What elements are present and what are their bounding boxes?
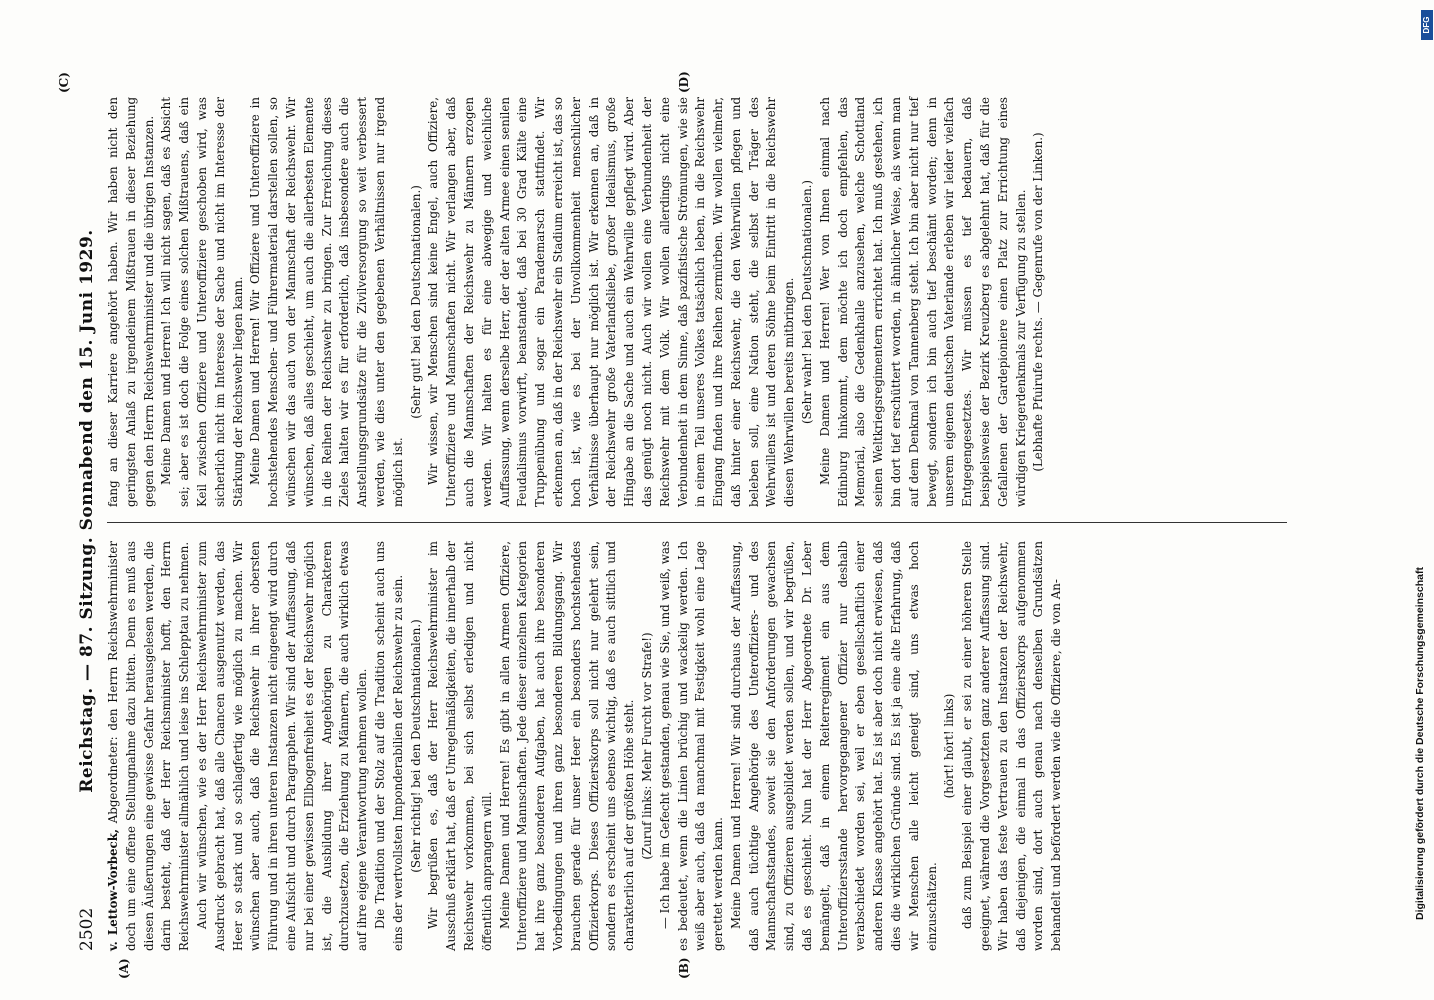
speaker-name: v. Lettow-Vorbeck, bbox=[106, 828, 120, 951]
margin-mark-a: (A) bbox=[117, 958, 131, 979]
paragraph-text: Meine Damen und Herren! Es gibt in allen Armeen Offiziere, Unteroffiziere und Mannschaften. Jede dieser einzelnen Kategorien hat ihre ganz besonderen Aufgaben, hat auch ihre besonderen Vorbedingungen und ihren ganz besonderen Bildungsgang. Wir brauchen gerade für unser Heer ein besonders hochstehendes Offizierkorps. Dieses Offizierskorps soll nicht nur gelehrt sein, sondern es erscheint uns ebenso wichtig, daß es auch sittlich und charakterlich auf der größten Höhe steht. bbox=[497, 541, 637, 951]
interjection: (Sehr richtig! bei den Deutschnationalen.) bbox=[408, 619, 423, 873]
paragraph-text: — Ich habe im Gefecht gestanden, genau wie Sie, und weiß, was es bedeutet, wenn die Linien brüchig und wackelig werden. Ich weiß aber auch, daß da manchmal mit Festigkeit wohl eine Lage gerettet werden kann. bbox=[657, 541, 726, 951]
paragraph bbox=[959, 541, 1066, 951]
column-divider bbox=[107, 522, 1287, 523]
paragraph-text: daß zum Beispiel einer glaubt, er sei zu einer höheren Stelle geeignet, während die Vorgesetzten ganz anderer Auffassung sind. Wir haben das feste Vertrauen zu den Instanzen der Reichswehr, daß diejenigen, die einmal in das Offizierskorps aufgenommen worden sind, dort auch genau nach denselben Grundsätzen behandelt und befördert werden wie die Offiziere, die von An- bbox=[960, 541, 1064, 951]
paragraph-text: Wir begrüßen es, daß der Herr Reichswehrminister im Ausschuß erklärt hat, daß er Unregelmäßigkeiten, die innerhalb der Reichswehr vorkommen, bei sich selbst erledigen und nicht öffentlich anprangern will. bbox=[426, 541, 494, 951]
interjection: (Sehr wahr! bei den Deutschnationalen.) bbox=[800, 179, 815, 425]
paragraph-text: Meine Damen und Herren! Wir sind durchaus der Auffassung, daß auch tüchtige Angehörige des Unteroffiziers- und des Mannschaftsstandes, soweit sie den Anforderungen gewachsen sind, zu Offizieren ausgebildet werden sollen, und wir begrüßen, daß es geschieht. Nun hat der Herr Abgeordnete Dr. Leber bemängelt, daß in einem Reiterregiment ein aus dem Unteroffiziersstande hervorgegangener Offizier nur deshalb verabschiedet worden sei, weil er eben gesellschaftlich einer anderen Klasse angehört hat. Es ist aber doch nicht erwiesen, daß dies die wirklichen Gründe sind. Es ist ja eine alte Erfahrung, daß wir Menschen alle leicht geneigt sind, uns etwas hoch einzuschätzen. bbox=[728, 541, 939, 951]
right-column bbox=[105, 97, 1048, 507]
paragraph-text: Meine Damen und Herren! Wer von Ihnen einmal nach Edinburg hinkommt, dem möchte ich doch empfehlen, das Memorial, also die Gedenkhalle anzusehen, welche Schottland seinen Weltkriegsregimentern errichtet hat. Ich muß gestehen, ich bin dort tief erschüttert worden, in ähnlicher Weise, als wenn man auf dem Denkmal von Tannenberg steht. Ich bin aber nicht nur tief bewegt, sondern ich bin auch tief beschämt worden; denn in unserem eigenen deutschen Vaterlande erleben wir leider vielfach Entgegengesetztes. Wir müssen es tief bedauern, daß beispielsweise der Bezirk Kreuzberg es abgelehnt hat, daß für die Gefallenen der Gardepioniere einen Platz zur Errichtung eines würdigen Kriegerdenkmals zur Verfügung zu stellen. bbox=[817, 97, 1028, 507]
margin-mark-b: (B) bbox=[677, 957, 691, 979]
paragraph bbox=[497, 541, 639, 951]
paragraph bbox=[728, 541, 942, 951]
paragraph bbox=[657, 541, 728, 951]
speaker-role: Abgeordneter: bbox=[106, 736, 120, 824]
paragraph bbox=[247, 97, 407, 507]
dfg-logo bbox=[1421, 10, 1433, 40]
paragraph bbox=[158, 97, 247, 507]
paragraph bbox=[372, 541, 408, 951]
paragraph bbox=[105, 97, 158, 507]
interjection: (Sehr gut! bei den Deutschnationalen.) bbox=[408, 185, 423, 419]
left-column bbox=[105, 541, 1066, 951]
interjection: (Zuruf links: Mehr Furcht vor Strafe!) bbox=[639, 632, 654, 860]
margin-mark-c: (C) bbox=[57, 72, 71, 93]
margin-mark-d: (D) bbox=[677, 71, 691, 93]
paragraph-text: den Herrn Reichswehrminister doch um eine offene Stellungnahme dazu bitten. Denn es muß aus diesen Äußerungen eine gewisse Gefahr herausgelesen werden, die darin besteht, daß der Herr Reichsminister hofft, den Herrn Reichswehrminister allmählich und leise ins Schlepptau zu nehmen. bbox=[106, 540, 192, 951]
page-number: 2502 bbox=[77, 907, 97, 951]
paragraph-text: Die Tradition und der Stolz auf die Tradition scheint auch uns eins der wertvollsten Imponderabilien der Reichswehr zu sein. bbox=[372, 541, 405, 951]
paragraph bbox=[105, 541, 194, 951]
paragraph bbox=[817, 97, 1031, 507]
funding-caption-text: Digitalisierung gefördert durch die Deutsche Forschungsgemeinschaft bbox=[1414, 567, 1426, 920]
paragraph-text: Meine Damen und Herren! Ich will nicht sagen, daß es Absicht sei; aber es ist doch die Folge eines solchen Mißtrauens, daß ein Keil zwischen Offiziere und Unteroffiziere geschoben wird, was sicherlich nicht im Interesse der Sache und nicht im Interesse der Stärkung der Reichswehr liegen kann. bbox=[159, 97, 245, 507]
interjection: (hört! hört! links) bbox=[942, 693, 957, 799]
paragraph bbox=[425, 541, 496, 951]
paragraph-text: Wir wissen, wir Menschen sind keine Engel, auch Offiziere, Unteroffiziere und Mannschaften nicht. Wir verlangen aber, daß auch die Mannschaften der Reichswehr zu Männern erzogen werden. Wir halten es für eine abwegige und weichliche Auffassung, wenn derselbe Herr, der der alten Armee einen senilen Feudalismus vorwirft, beanstandet, daß bei 30 Grad Kälte eine Truppenübung und sogar ein Parademarsch stattfindet. Wir erkennen an, daß in der Reichswehr ein Stadium erreicht ist, das so hoch ist, wie es bei der Unvollkommenheit menschlicher Verhältnisse überhaupt nur möglich ist. Wir erkennen an, daß in der Reichswehr große Vaterlandsliebe, großer Idealismus, große Hingabe an die Sache und auch ein Wehrwille gepflegt wird. Aber das genügt noch nicht. Auch wir wollen eine Verbundenheit der Reichswehr mit dem Volk. Wir wollen allerdings nicht eine Verbundenheit in dem Sinne, daß pazifistische Strömungen, wie sie in einem Teil unseres Volkes tatsächlich leben, in die Reichswehr Eingang finden und ihre Reihen zermürben. Wir wollen vielmehr, daß hinter einer Reichswehr, die den Wehrwillen pflegen und beleben soll, eine Nation steht, die selbst der Träger des Wehrwillens ist und deren Söhne beim Eintritt in die Reichswehr diesen Wehrwillen bereits mitbringen. bbox=[426, 97, 797, 507]
paragraph-text: fang an dieser Karriere angehört haben. Wir haben nicht den geringsten Anlaß zu irgendeinem Mißtrauen in dieser Beziehung gegen den Herrn Reichswehrminister und die übrigen Instanzen. bbox=[106, 97, 156, 507]
paragraph bbox=[425, 97, 799, 507]
dfg-logo-text: DFG bbox=[1422, 16, 1431, 34]
page-title: Reichstag. — 87. Sitzung. Sonnabend den 15. Juni 1929. bbox=[77, 229, 97, 793]
page-header bbox=[77, 71, 101, 951]
rotated-document-page bbox=[57, 71, 1292, 979]
paragraph bbox=[194, 541, 372, 951]
interjection: (Lebhafte Pfuirufe rechts. — Gegenrufe von der Linken.) bbox=[1031, 132, 1046, 472]
paragraph-text: Auch wir wünschen, wie es der Herr Reichswehrminister zum Ausdruck gebracht hat, daß alle Chancen ausgenutzt werden, das Heer so stark und so schlagfertig wie möglich zu machen. Wir wünschen aber auch, daß die Reichswehr in ihrer obersten Führung und in ihren unteren Instanzen nicht eingeengt wird durch eine Aufsicht und durch Paragraphen. Wir sind der Auffassung, daß nur bei einer gewissen Ellbogenfreiheit es der Reichswehr möglich ist, die Ausbildung ihrer Angehörigen zu Charakteren durchzusetzen, die Erziehung zu Männern, die auch wirklich etwas auf ihre eigene Verantwortung nehmen wollen. bbox=[194, 541, 370, 951]
funding-caption bbox=[1412, 80, 1430, 920]
paragraph-text: Meine Damen und Herren! Wir Offiziere und Unteroffiziere in hochstehendes Menschen- und Führermaterial darstellen sollen, so wünschen wir das auch von der Mannschaft der Reichswehr. Wir wünschen, daß alles geschieht, um auch die allerbesten Elemente in die Reihen der Reichswehr zu bringen. Zur Erreichung dieses Zieles halten wir es für erforderlich, daß insbesondere auch die Anstellungsgrundsätze für die Zivilversorgung so weit verbessert werden, wie dies unter den gegebenen Verhältnissen nur irgend möglich ist. bbox=[248, 97, 405, 507]
